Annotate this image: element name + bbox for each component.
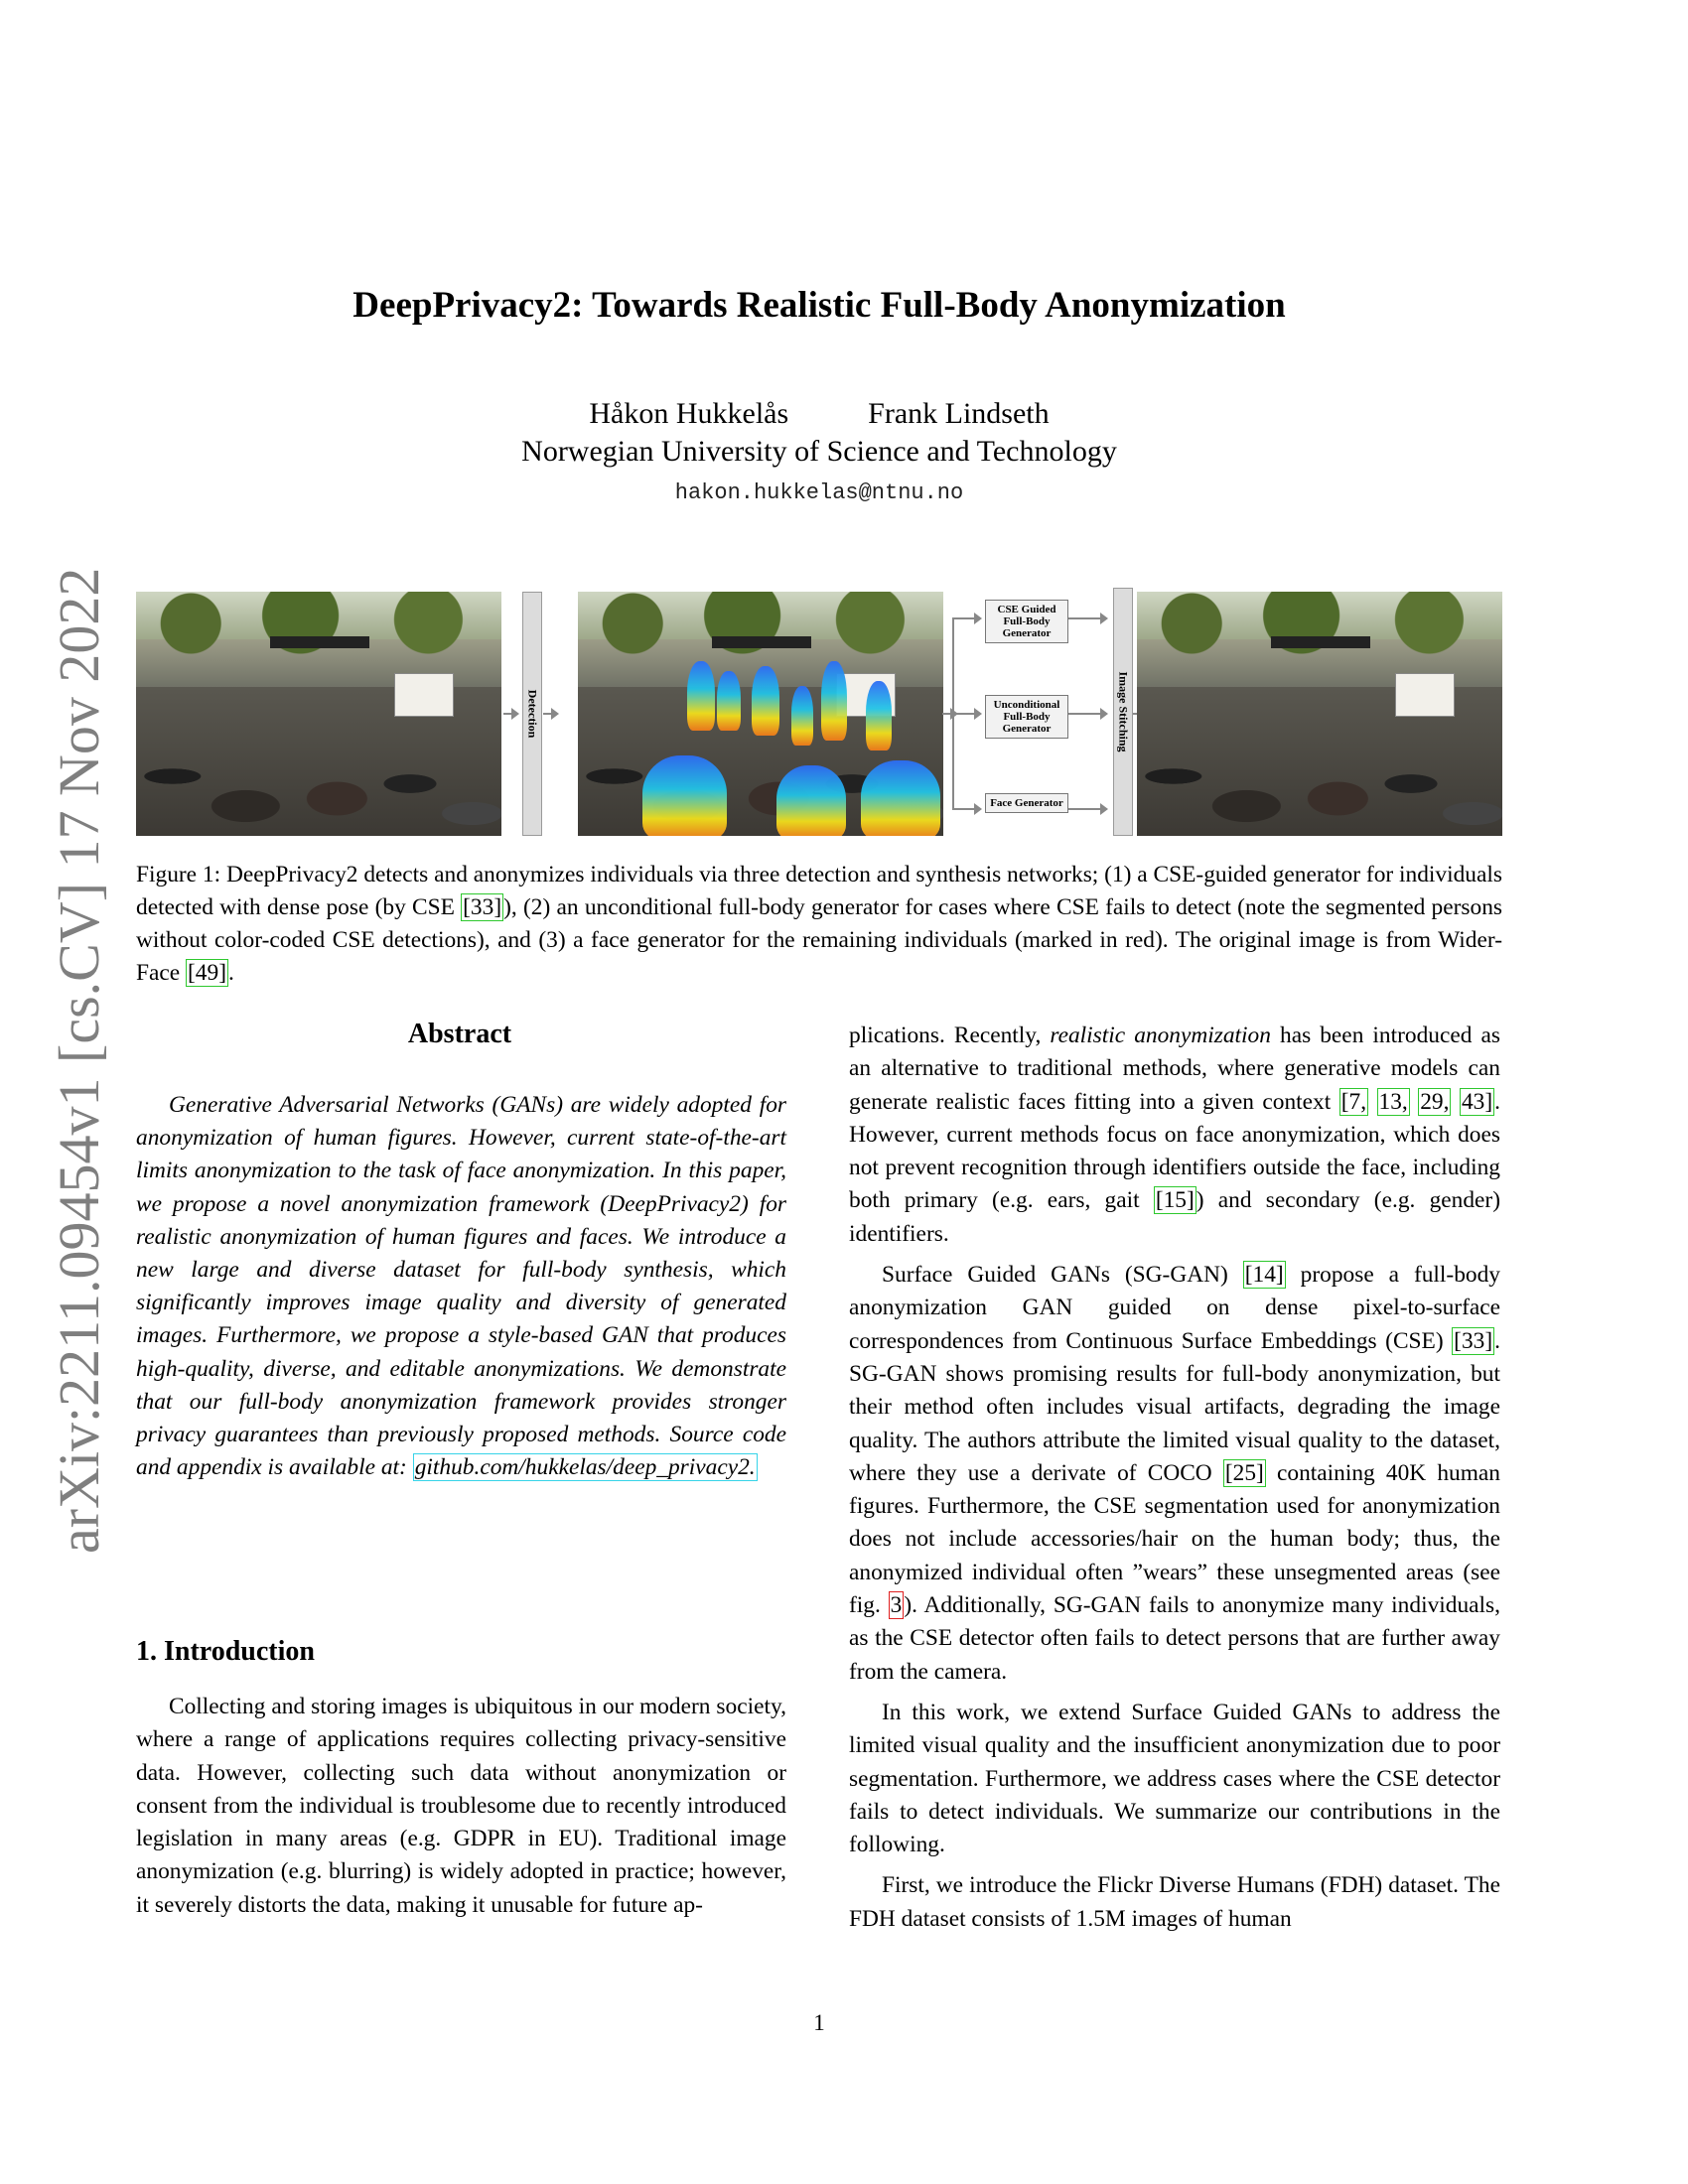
- detection-stage: Detection: [522, 592, 542, 836]
- unconditional-generator: Unconditional Full-Body Generator: [985, 695, 1068, 739]
- citation-link[interactable]: 29,: [1420, 1088, 1450, 1115]
- author-email: hakon.hukkelas@ntnu.no: [674, 480, 964, 505]
- original-photo: [136, 592, 501, 836]
- detection-overlay-photo: [578, 592, 943, 836]
- anonymized-photo: [1137, 592, 1502, 836]
- citation-link[interactable]: [7,: [1340, 1088, 1367, 1115]
- abstract-body: Generative Adversarial Networks (GANs) are widely adopted for anonymization of human figures. However, current state-of-the-art limits anonymization to the task of face anonymization. In this paper, we propose a novel anonymization framework (DeepPrivacy2) for realistic anonymization of human figures and faces. We introduce a new large and diverse dataset for full-body synthesis, which significantly improves image quality and diversity of generated images. Furthermore, we propose a style-based GAN that produces high-quality, diverse, and editable anonymizations. We demonstrate that our full-body anonymization framework provides stronger privacy guarantees than previously proposed methods. Source code and appendix is available at: github.com/hukkelas/deep_privacy2.: [136, 1092, 786, 1481]
- arxiv-identifier: arXiv:2211.09454v1 [cs.CV] 17 Nov 2022: [47, 567, 111, 1554]
- right-column: plications. Recently, realistic anonymization has been introduced as an alternative to traditional methods, where generative models can generate realistic faces fitting into a given context [7, 13, 29, 43]. However, current methods focus on face anonymization, which does not prevent recognition through identifiers outside the face, including both primary (e.g. ears, gait [15]) and secondary (e.g. gender) identifiers. Surface Guided GANs (SG-GAN) [14] propose a full-body anonymization GAN guided on dense pixel-to-surface correspondences from Continuous Surface Embeddings (CSE) [33]. SG-GAN shows promising results for full-body anonymization, but their method often includes visual artifacts, degrading the image quality. The authors attribute the limited visual quality to the dataset, where they use a derivate of COCO [25] containing 40K human figures. Furthermore, the CSE segmentation used for anonymization does not include accessories/hair on the human body; thus, the anonymized individual often ”wears” these unsegmented areas (see fig. 3). Additionally, SG-GAN fails to anonymize many individuals, as the CSE detector often fails to detect persons that are further away from the camera. In this work, we extend Surface Guided GANs to address the limited visual quality and the insufficient anonymization due to poor segmentation. Furthermore, we address cases where the CSE detector fails to detect individuals. We summarize our contributions in the following. First, we introduce the Flickr Diverse Humans (FDH) dataset. The FDH dataset consists of 1.5M images of human: [849, 1023, 1500, 1932]
- author-name: Frank Lindseth: [868, 397, 1050, 430]
- cse-guided-generator: CSE Guided Full-Body Generator: [985, 600, 1068, 643]
- abstract-heading: Abstract: [407, 1019, 512, 1049]
- section-heading-introduction: 1. Introduction: [136, 1636, 315, 1667]
- figure-pipeline: [136, 586, 1502, 836]
- figure-link[interactable]: 3: [890, 1592, 903, 1619]
- face-generator: Face Generator: [985, 793, 1068, 813]
- intro-paragraph: Collecting and storing images is ubiquitous in our modern society, where a range of applications requires collecting privacy-sensitive data. However, collecting such data without anonymization or consent from the individual is troublesome due to recently introduced legislation in many areas (e.g. GDPR in EU). Traditional image anonymization (e.g. blurring) is widely adopted in practice; however, it severely distorts the data, making it unusable for future ap-: [136, 1694, 786, 1918]
- citation-link[interactable]: [15]: [1155, 1187, 1195, 1214]
- citation-link[interactable]: 43]: [1461, 1088, 1493, 1115]
- figure-caption: Figure 1: DeepPrivacy2 detects and anonymizes individuals via three detection and synthesis networks; (1) a CSE-guided generator for individuals detected with dense pose (by CSE [33]), (2) an unconditional full-body generator for cases where CSE fails to detect (note the segmented persons without color-coded CSE detections), and (3) a face generator for the remaining individuals (marked in red). The original image is from Wider-Face [49].: [136, 862, 1502, 986]
- image-stitching-stage: Image Stitching: [1113, 588, 1133, 836]
- paper-title: DeepPrivacy2: Towards Realistic Full-Body Anonymization: [352, 285, 1286, 326]
- citation-link[interactable]: [49]: [188, 960, 226, 986]
- author-name: Håkon Hukkelås: [589, 397, 789, 430]
- citation-link[interactable]: [14]: [1244, 1262, 1284, 1289]
- source-code-link[interactable]: github.com/hukkelas/deep_privacy2.: [414, 1454, 756, 1481]
- citation-link[interactable]: 13,: [1378, 1088, 1408, 1115]
- citation-link[interactable]: [25]: [1224, 1459, 1264, 1486]
- affiliation: Norwegian University of Science and Technology: [521, 435, 1117, 468]
- page-number: 1: [813, 2010, 825, 2035]
- citation-link[interactable]: [33]: [1454, 1327, 1493, 1354]
- author-list: [0, 397, 1638, 431]
- citation-link[interactable]: [33]: [463, 894, 502, 920]
